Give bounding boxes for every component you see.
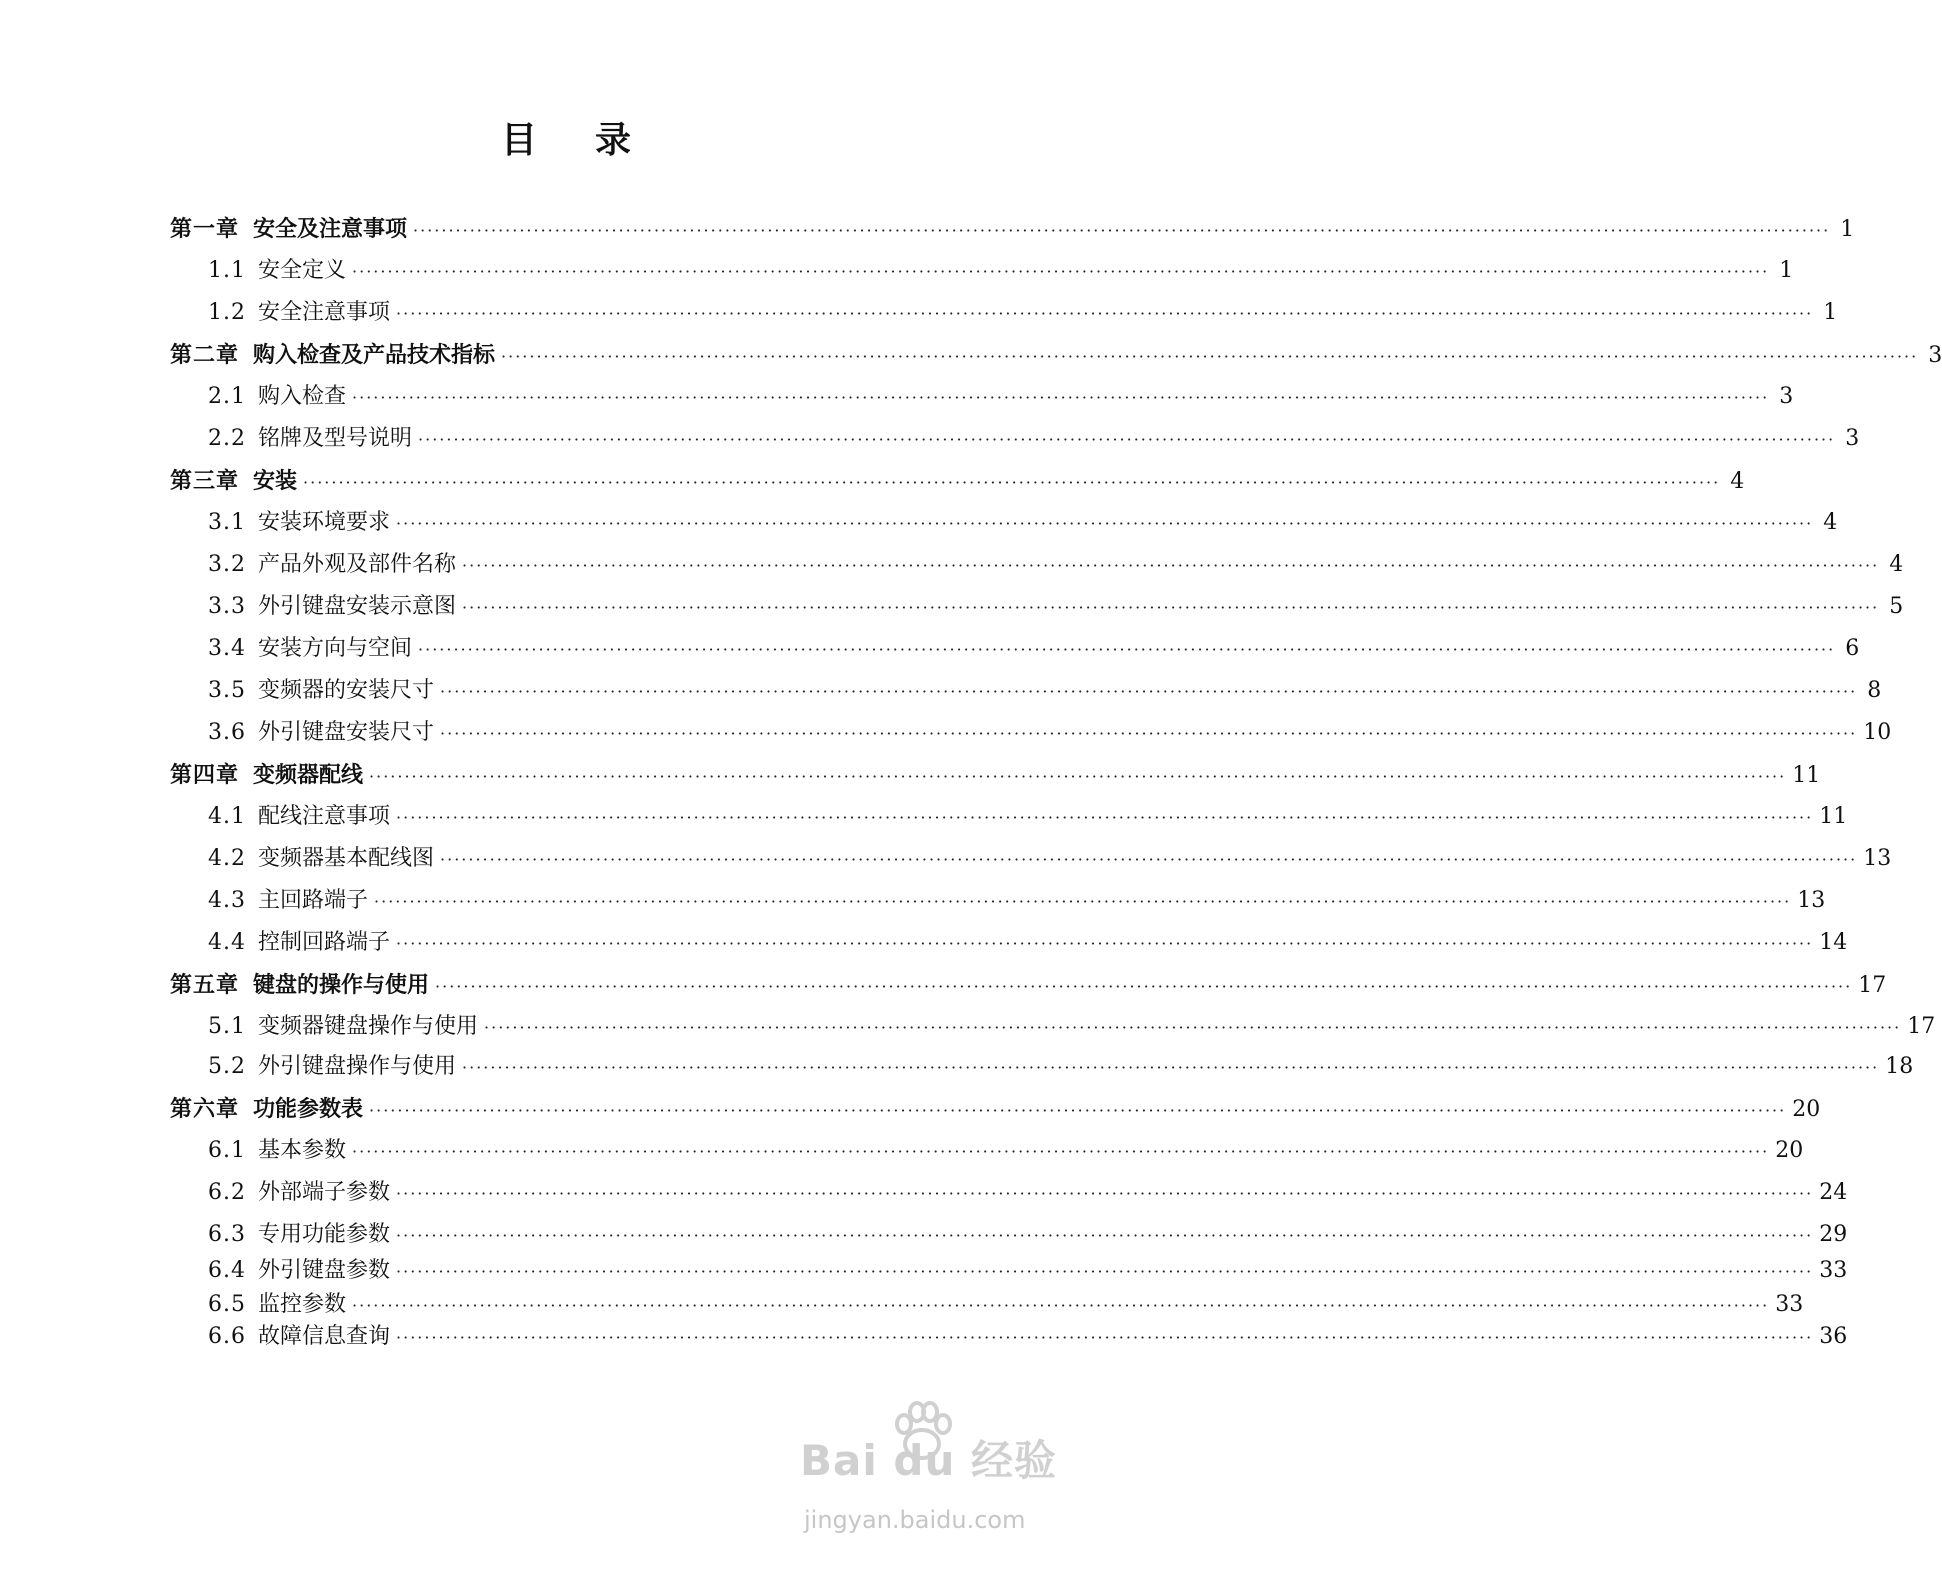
toc-dot-leader: ········································································································································································································ <box>462 556 1880 575</box>
toc-entry-number: 6.1 <box>208 1138 246 1163</box>
toc-entry-title: 变频器键盘操作与使用 <box>258 1014 479 1039</box>
toc-dot-leader: ········································································································································································································ <box>396 1184 1814 1203</box>
toc-dot-leader: ········································································································································································································ <box>374 892 1792 911</box>
toc-dot-leader: ········································································································································································································ <box>418 640 1836 659</box>
toc-entry-number: 第六章 <box>170 1096 240 1122</box>
toc-section-row[interactable] <box>208 802 1848 833</box>
toc-page-number: 10 <box>1863 720 1892 745</box>
toc-entry-title: 变频器配线 <box>253 762 364 788</box>
toc-entry-number: 6.3 <box>208 1222 246 1247</box>
toc-chapter-row[interactable] <box>170 970 1887 1002</box>
toc-section-row[interactable] <box>208 886 1826 917</box>
toc-section-row[interactable] <box>208 928 1848 959</box>
toc-entry-title: 外引键盘安装尺寸 <box>258 720 435 745</box>
toc-entry-number: 第三章 <box>170 468 240 494</box>
toc-entry-title: 安装环境要求 <box>258 510 391 535</box>
toc-entry-title: 基本参数 <box>258 1138 347 1163</box>
toc-entry-title: 购入检查 <box>258 384 347 409</box>
toc-page-number: 24 <box>1819 1180 1848 1205</box>
watermark-logo: Bai du 经验 <box>800 1436 1057 1485</box>
toc-dot-leader: ········································································································································································································ <box>440 724 1858 743</box>
toc-dot-leader: ········································································································································································································ <box>396 514 1814 533</box>
toc-dot-leader: ········································································································································································································ <box>462 1058 1880 1077</box>
toc-section-row[interactable] <box>208 424 1860 455</box>
toc-entry-number: 第五章 <box>170 972 240 998</box>
toc-entry-title: 安装方向与空间 <box>258 636 413 661</box>
toc-chapter-row[interactable] <box>170 466 1745 498</box>
toc-dot-leader: ········································································································································································································ <box>440 682 1858 701</box>
toc-dot-leader: ········································································································································································································ <box>396 304 1814 323</box>
toc-dot-leader: ········································································································································································································ <box>396 1328 1814 1347</box>
toc-section-row[interactable] <box>208 718 1892 749</box>
toc-page-number: 4 <box>1730 469 1745 494</box>
toc-section-row[interactable] <box>208 1012 1936 1043</box>
toc-section-row[interactable] <box>208 508 1838 539</box>
toc-entry-number: 第二章 <box>170 342 240 368</box>
toc-entry-number: 3.5 <box>208 678 246 703</box>
toc-entry-number: 第四章 <box>170 762 240 788</box>
toc-entry-title: 安全注意事项 <box>258 300 391 325</box>
toc-section-row[interactable] <box>208 1256 1848 1287</box>
toc-page-number: 29 <box>1819 1222 1848 1247</box>
toc-entry-number: 3.1 <box>208 510 246 535</box>
toc-entry-title: 配线注意事项 <box>258 804 391 829</box>
toc-chapter-row[interactable] <box>170 1094 1821 1126</box>
toc-dot-leader: ········································································································································································································ <box>352 262 1770 281</box>
toc-dot-leader: ········································································································································································································ <box>484 1018 1902 1037</box>
toc-page-number: 13 <box>1863 846 1892 871</box>
toc-section-row[interactable] <box>208 676 1882 707</box>
toc-entry-number: 2.2 <box>208 426 246 451</box>
toc-dot-leader: ········································································································································································································ <box>396 1262 1814 1281</box>
toc-dot-leader: ········································································································································································································ <box>462 598 1880 617</box>
toc-entry-title: 安全定义 <box>258 258 347 283</box>
toc-entry-title: 外引键盘操作与使用 <box>258 1054 457 1079</box>
toc-page-number: 1 <box>1779 258 1794 283</box>
toc-entry-number: 第一章 <box>170 216 240 242</box>
toc-entry-number: 4.4 <box>208 930 246 955</box>
toc-entry-title: 变频器的安装尺寸 <box>258 678 435 703</box>
toc-page-number: 4 <box>1823 510 1838 535</box>
toc-entry-number: 3.4 <box>208 636 246 661</box>
toc-page-number: 8 <box>1867 678 1882 703</box>
toc-page-number: 11 <box>1819 804 1848 829</box>
toc-entry-number: 3.3 <box>208 594 246 619</box>
toc-entry-number: 2.1 <box>208 384 246 409</box>
toc-page-number: 3 <box>1779 384 1794 409</box>
toc-page-number: 18 <box>1885 1054 1914 1079</box>
toc-dot-leader: ········································································································································································································ <box>396 1226 1814 1245</box>
toc-entry-title: 监控参数 <box>258 1292 347 1317</box>
toc-page-number: 33 <box>1819 1258 1848 1283</box>
toc-dot-leader: ········································································································································································································ <box>435 977 1853 996</box>
toc-page-number: 1 <box>1823 300 1838 325</box>
toc-entry-title: 变频器基本配线图 <box>258 846 435 871</box>
toc-section-row[interactable] <box>208 1178 1848 1209</box>
toc-section-row[interactable] <box>208 1220 1848 1251</box>
toc-entry-number: 6.4 <box>208 1258 246 1283</box>
toc-page-number: 1 <box>1840 217 1855 242</box>
toc-entry-title: 安装 <box>253 468 298 494</box>
toc-entry-number: 6.2 <box>208 1180 246 1205</box>
toc-section-row[interactable] <box>208 592 1904 623</box>
toc-page-number: 20 <box>1775 1138 1804 1163</box>
toc-page-number: 33 <box>1775 1292 1804 1317</box>
toc-page-number: 4 <box>1889 552 1904 577</box>
toc-section-row[interactable] <box>208 1136 1804 1167</box>
page-title-right: 录 <box>595 119 632 161</box>
toc-entry-number: 6.5 <box>208 1292 246 1317</box>
page-title-left: 目 <box>500 119 537 161</box>
toc-page-number: 11 <box>1792 763 1821 788</box>
toc-dot-leader: ········································································································································································································ <box>396 934 1814 953</box>
toc-dot-leader: ········································································································································································································ <box>352 1142 1770 1161</box>
toc-section-row[interactable] <box>208 256 1794 287</box>
toc-section-row[interactable] <box>208 1052 1914 1083</box>
toc-entry-number: 5.1 <box>208 1014 246 1039</box>
toc-entry-title: 购入检查及产品技术指标 <box>253 342 496 368</box>
toc-dot-leader: ········································································································································································································ <box>413 221 1831 240</box>
toc-dot-leader: ········································································································································································································ <box>369 1101 1787 1120</box>
toc-dot-leader: ········································································································································································································ <box>396 808 1814 827</box>
toc-section-row[interactable] <box>208 298 1838 329</box>
toc-entry-number: 6.6 <box>208 1324 246 1349</box>
toc-dot-leader: ········································································································································································································ <box>352 388 1770 407</box>
toc-chapter-row[interactable] <box>170 340 1942 372</box>
toc-section-row[interactable] <box>208 550 1904 581</box>
toc-entry-number: 3.2 <box>208 552 246 577</box>
toc-entry-title: 故障信息查询 <box>258 1324 391 1349</box>
toc-section-row[interactable] <box>208 382 1794 413</box>
toc-dot-leader: ········································································································································································································ <box>369 767 1787 786</box>
toc-dot-leader: ········································································································································································································ <box>418 430 1836 449</box>
toc-dot-leader: ········································································································································································································ <box>303 473 1721 492</box>
toc-entry-title: 安全及注意事项 <box>253 216 408 242</box>
toc-page-number: 5 <box>1889 594 1904 619</box>
toc-section-row[interactable] <box>208 1290 1804 1321</box>
toc-page-number: 3 <box>1928 343 1942 368</box>
toc-entry-title: 外部端子参数 <box>258 1180 391 1205</box>
toc-page-number: 13 <box>1797 888 1826 913</box>
toc-dot-leader: ········································································································································································································ <box>440 850 1858 869</box>
toc-page-number: 36 <box>1819 1324 1848 1349</box>
toc-page-number: 20 <box>1792 1097 1821 1122</box>
toc-chapter-row[interactable] <box>170 760 1821 792</box>
toc-page-number: 17 <box>1858 973 1887 998</box>
watermark-url: jingyan.baidu.com <box>804 1506 1026 1534</box>
toc-entry-number: 1.2 <box>208 300 246 325</box>
toc-chapter-row[interactable] <box>170 214 1855 246</box>
toc-page-number: 3 <box>1845 426 1860 451</box>
toc-entry-title: 铭牌及型号说明 <box>258 426 413 451</box>
toc-entry-number: 3.6 <box>208 720 246 745</box>
baidu-jingyan-watermark <box>800 1400 1080 1560</box>
toc-page-number: 17 <box>1907 1014 1936 1039</box>
toc-entry-title: 控制回路端子 <box>258 930 391 955</box>
toc-entry-title: 外引键盘参数 <box>258 1258 391 1283</box>
toc-entry-title: 主回路端子 <box>258 888 369 913</box>
toc-entry-number: 4.2 <box>208 846 246 871</box>
toc-entry-number: 1.1 <box>208 258 246 283</box>
toc-section-row[interactable] <box>208 634 1860 665</box>
toc-entry-title: 专用功能参数 <box>258 1222 391 1247</box>
toc-dot-leader: ········································································································································································································ <box>501 347 1919 366</box>
toc-section-row[interactable] <box>208 1322 1848 1353</box>
toc-entry-title: 产品外观及部件名称 <box>258 552 457 577</box>
toc-page-number: 6 <box>1845 636 1860 661</box>
toc-entry-title: 功能参数表 <box>253 1096 364 1122</box>
toc-page-number: 14 <box>1819 930 1848 955</box>
toc-entry-number: 4.3 <box>208 888 246 913</box>
toc-entry-title: 外引键盘安装示意图 <box>258 594 457 619</box>
toc-dot-leader: ········································································································································································································ <box>352 1296 1770 1315</box>
toc-section-row[interactable] <box>208 844 1892 875</box>
toc-entry-number: 4.1 <box>208 804 246 829</box>
toc-entry-title: 键盘的操作与使用 <box>253 972 430 998</box>
toc-entry-number: 5.2 <box>208 1054 246 1079</box>
page-title <box>0 112 1132 163</box>
